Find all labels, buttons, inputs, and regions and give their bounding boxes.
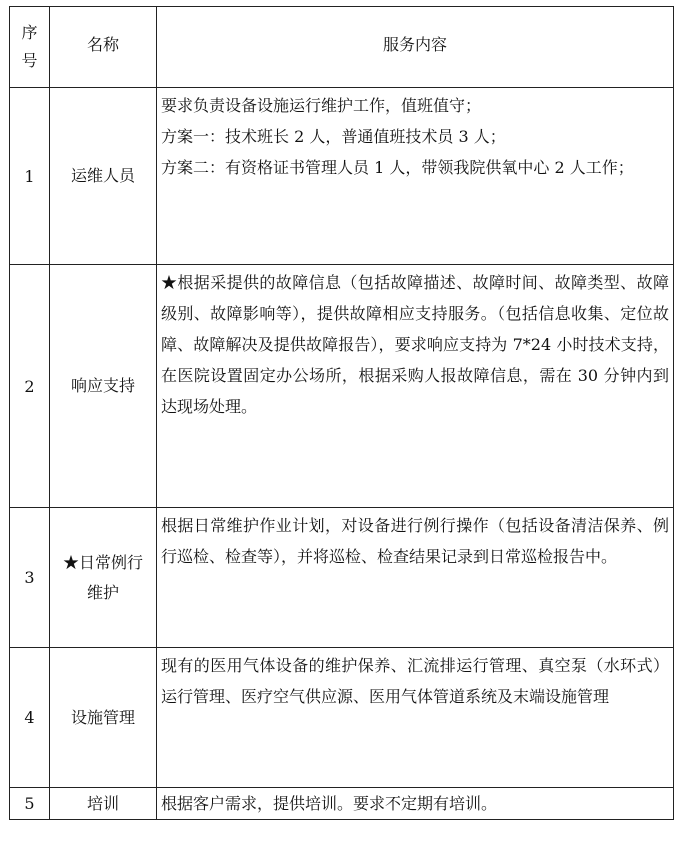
header-number-line1: 序 bbox=[21, 23, 38, 42]
content-line: 要求负责设备设施运行维护工作，值班值守； bbox=[161, 96, 482, 115]
row-name: 设施管理 bbox=[50, 648, 157, 788]
row-content bbox=[157, 648, 674, 788]
header-number bbox=[10, 7, 50, 88]
content-line: 方案一：技术班长 2 人，普通值班技术员 3 人； bbox=[161, 127, 506, 146]
row-name: 培训 bbox=[50, 788, 157, 820]
row-content bbox=[157, 508, 674, 648]
table-header-row bbox=[10, 7, 674, 88]
row-number: 2 bbox=[10, 265, 50, 508]
header-number-line2: 号 bbox=[21, 51, 38, 70]
row-number: 3 bbox=[10, 508, 50, 648]
header-content: 服务内容 bbox=[157, 7, 674, 88]
content-line: 根据日常维护作业计划，对设备进行例行操作（包括设备清洁保养、例行巡检、检查等），并将巡检、检查结果记录到日常巡检报告中。 bbox=[161, 516, 669, 566]
service-table bbox=[9, 6, 674, 820]
row-number: 5 bbox=[10, 788, 50, 820]
table-row bbox=[10, 648, 674, 788]
content-line: ★根据采提供的故障信息（包括故障描述、故障时间、故障类型、故障级别、故障影响等），提供故障相应支持服务。（包括信息收集、定位故障、故障解决及提供故障报告），要求响应支持为 7*24 小时技术支持，在医院设置固定办公场所，根据采购人报故障信息，需在 30 分钟内到达现场处理。 bbox=[161, 273, 669, 416]
table-row bbox=[10, 788, 674, 820]
row-name: 运维人员 bbox=[50, 88, 157, 265]
row-number: 4 bbox=[10, 648, 50, 788]
table-row bbox=[10, 88, 674, 265]
row-name: 响应支持 bbox=[50, 265, 157, 508]
table-row bbox=[10, 265, 674, 508]
row-name-line2: 维护 bbox=[86, 582, 119, 602]
content-line: 方案二：有资格证书管理人员 1 人，带领我院供氧中心 2 人工作； bbox=[161, 158, 634, 177]
row-name bbox=[50, 508, 157, 648]
row-content bbox=[157, 265, 674, 508]
content-line: 根据客户需求，提供培训。要求不定期有培训。 bbox=[161, 794, 498, 813]
row-content bbox=[157, 88, 674, 265]
row-number: 1 bbox=[10, 88, 50, 265]
row-name-line1: ★日常例行 bbox=[62, 552, 143, 572]
header-name: 名称 bbox=[50, 7, 157, 88]
row-content bbox=[157, 788, 674, 820]
content-line: 现有的医用气体设备的维护保养、汇流排运行管理、真空泵（水环式）运行管理、医疗空气供应源、医用气体管道系统及末端设施管理 bbox=[161, 656, 669, 706]
table-row bbox=[10, 508, 674, 648]
